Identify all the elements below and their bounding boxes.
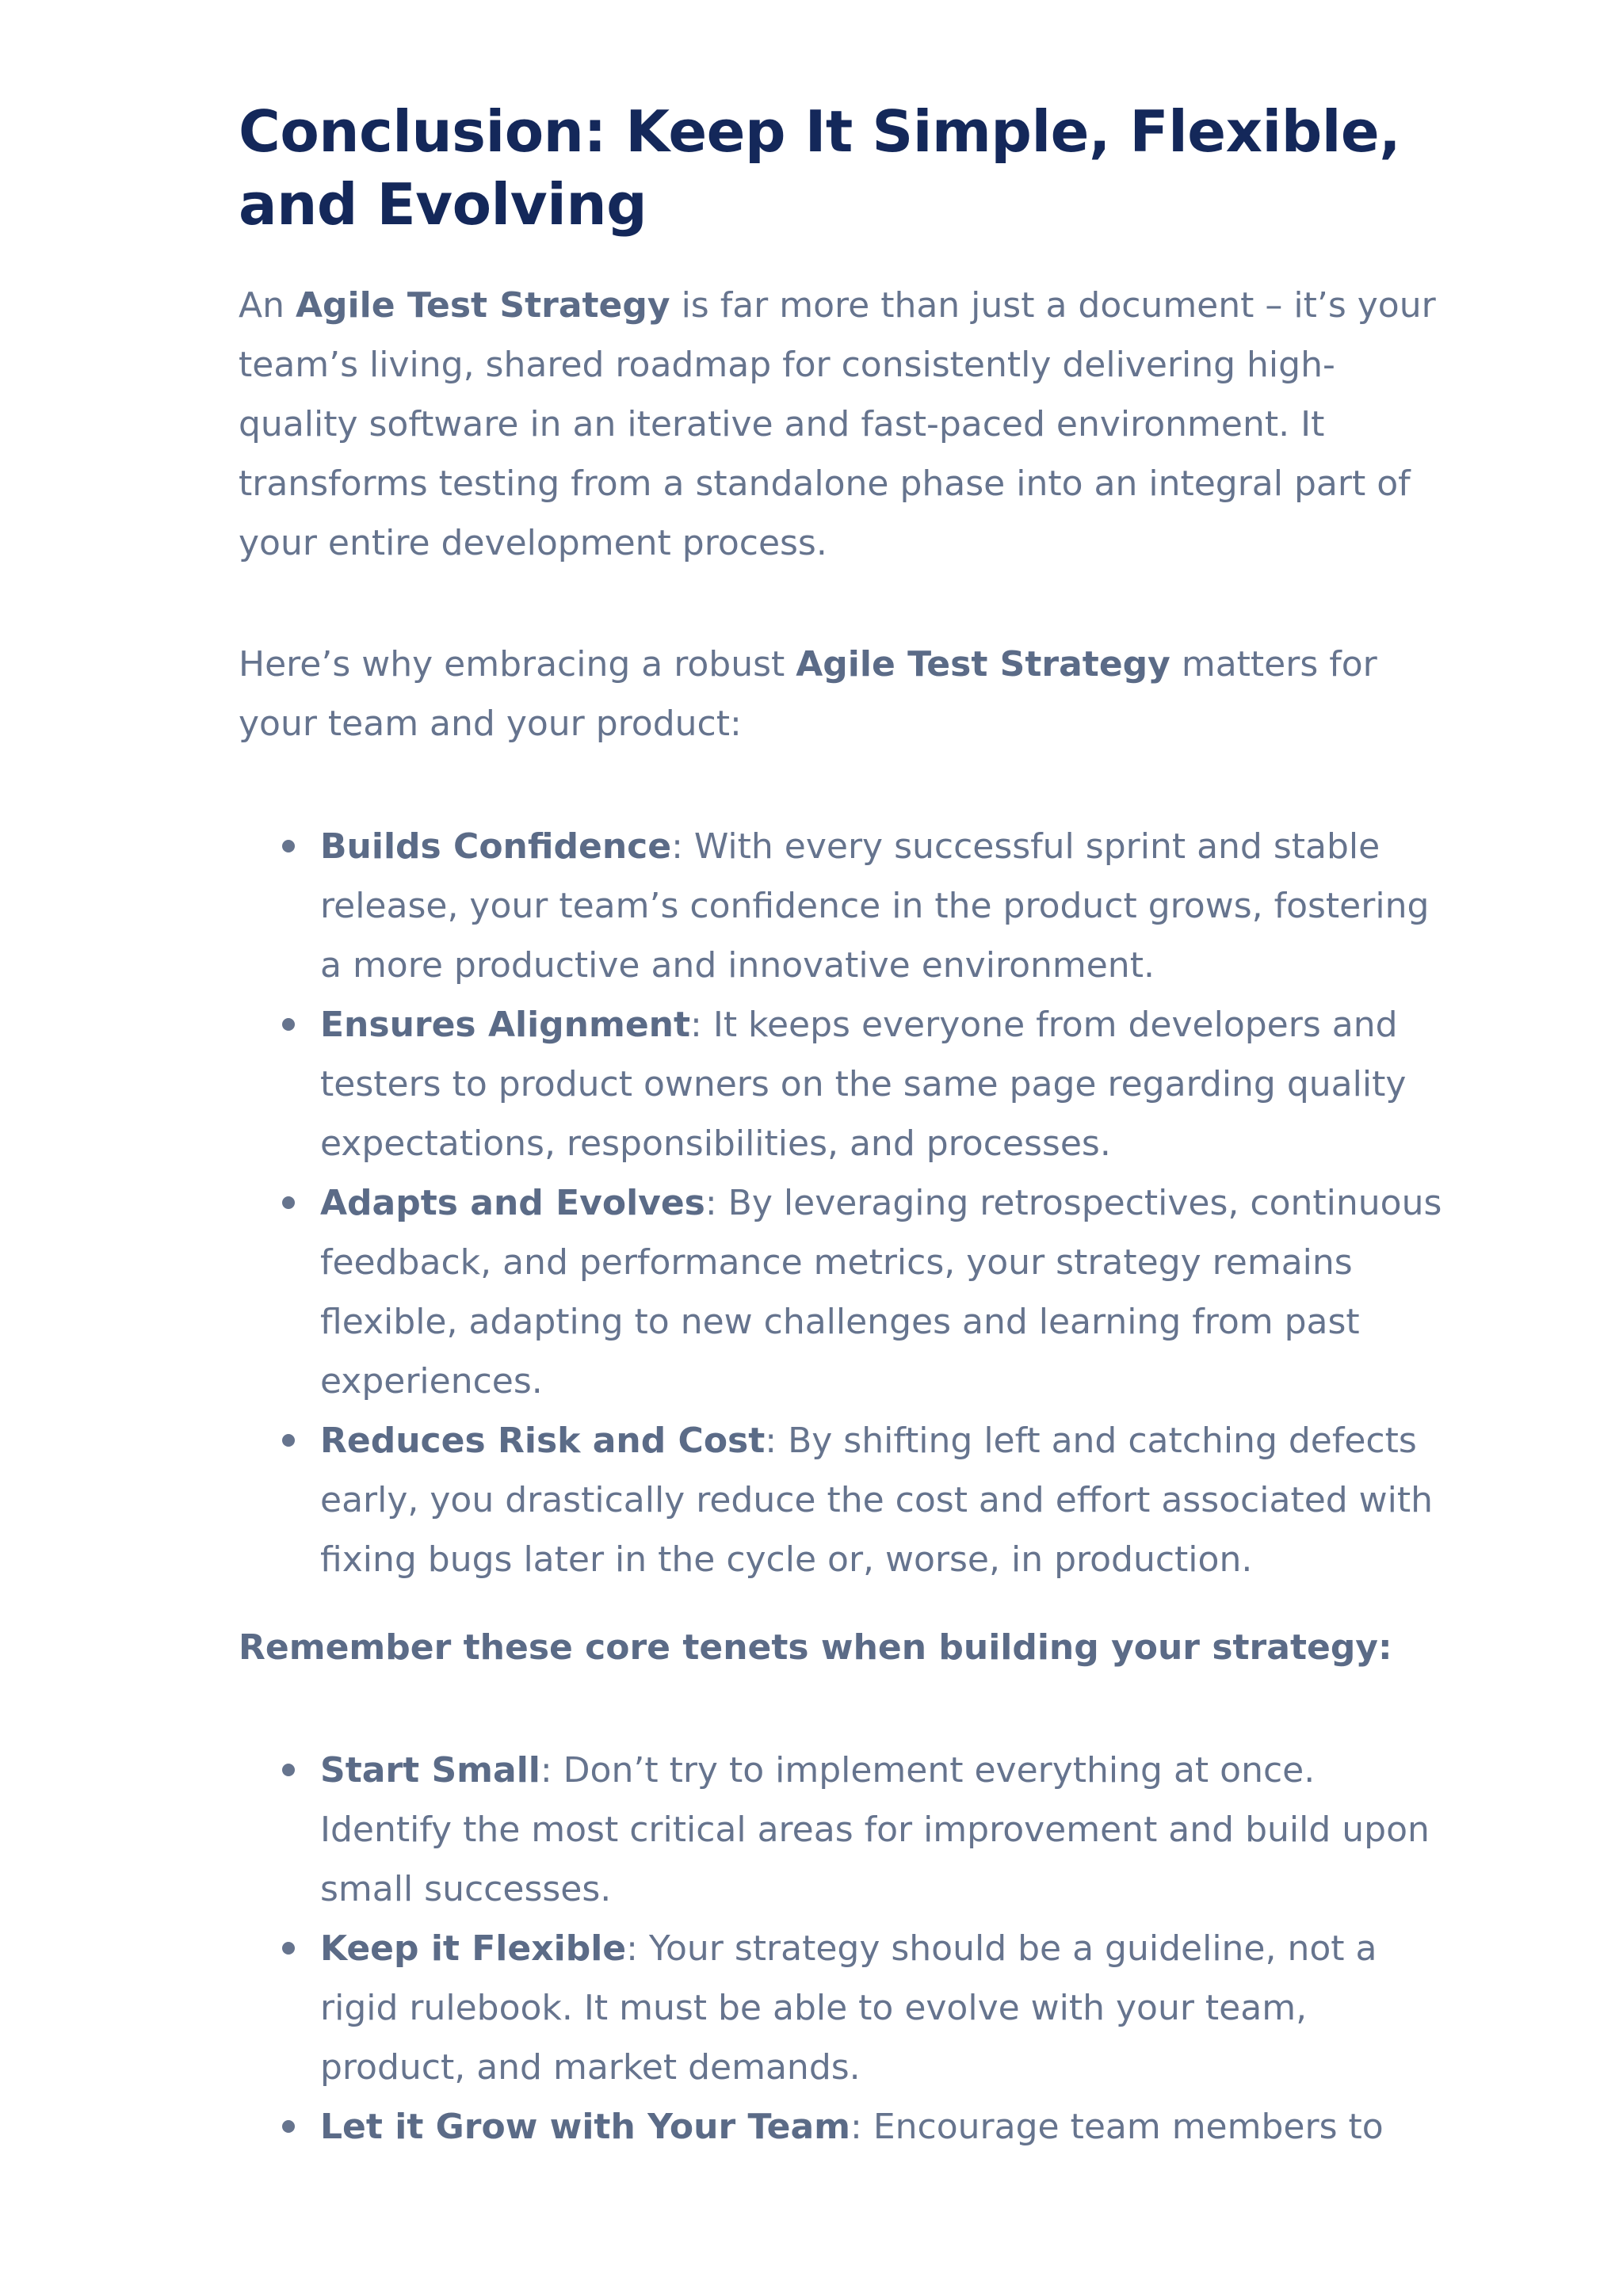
list-item-text: : By leveraging retrospectives, continuous feedback, and performance metrics, your strategy remains flexible, adapting to new challenges and learning from past experiences. <box>320 1183 1442 1402</box>
list-item-title: Start Small <box>320 1750 540 1791</box>
tenets-list <box>239 1741 1443 2157</box>
list-item-title: Keep it Flexible <box>320 1928 627 1969</box>
list-item <box>320 995 1443 1173</box>
list-item-title: Adapts and Evolves <box>320 1183 705 1223</box>
list-item-title: Reduces Risk and Cost <box>320 1421 766 1461</box>
list-item <box>320 1173 1443 1411</box>
intro-text-start: An <box>239 285 296 326</box>
list-item <box>320 1919 1443 2097</box>
list-item-text: : Don’t try to implement everything at once. Identify the most critical areas for improvement and build upon small successes. <box>320 1750 1430 1909</box>
page-title: Conclusion: Keep It Simple, Flexible, and Evolving <box>239 98 1401 238</box>
bullet-icon <box>282 840 295 852</box>
why-text-start: Here’s why embracing a robust <box>239 644 796 685</box>
bullet-icon <box>282 2120 295 2133</box>
intro-emphasis: Agile Test Strategy <box>295 285 670 326</box>
list-item-text: : With every successful sprint and stable release, your team’s confidence in the product grows, fostering a more productive and innovative environment. <box>320 826 1430 986</box>
list-item-text: : Encourage team members to <box>850 2107 1384 2147</box>
list-item-title: Let it Grow with Your Team <box>320 2107 851 2147</box>
list-item <box>320 1411 1443 1589</box>
benefits-list <box>239 817 1443 1589</box>
tenets-heading: Remember these core tenets when building your strategy: <box>239 1627 1392 1668</box>
bullet-icon <box>282 1434 295 1447</box>
list-item-text: : It keeps everyone from developers and testers to product owners on the same page regarding quality expectations, responsibilities, and processes. <box>320 1005 1407 1164</box>
list-item-title: Builds Confidence <box>320 826 672 867</box>
article-content <box>239 95 1443 2157</box>
why-text-end: matters for your team and your product: <box>239 644 1377 744</box>
list-item <box>320 1741 1443 1919</box>
list-item <box>320 2097 1443 2157</box>
bullet-icon <box>282 1942 295 1955</box>
why-paragraph <box>239 635 1443 753</box>
bullet-icon <box>282 1196 295 1209</box>
list-item-title: Ensures Alignment <box>320 1005 691 1045</box>
list-item-text: : Your strategy should be a guideline, not a rigid rulebook. It must be able to evolve with your team, product, and market demands. <box>320 1928 1377 2088</box>
bullet-icon <box>282 1764 295 1776</box>
bullet-icon <box>282 1018 295 1031</box>
why-emphasis: Agile Test Strategy <box>796 644 1170 685</box>
list-item-text: : By shifting left and catching defects early, you drastically reduce the cost and effort associated with fixing bugs later in the cycle or, worse, in production. <box>320 1421 1434 1580</box>
intro-paragraph <box>239 276 1443 573</box>
intro-text-end: is far more than just a document – it’s your team’s living, shared roadmap for consistently delivering high-quality software in an iterative and fast-paced environment. It transforms testing from a standalone phase into an integral part of your entire development process. <box>239 285 1436 563</box>
list-item <box>320 817 1443 995</box>
